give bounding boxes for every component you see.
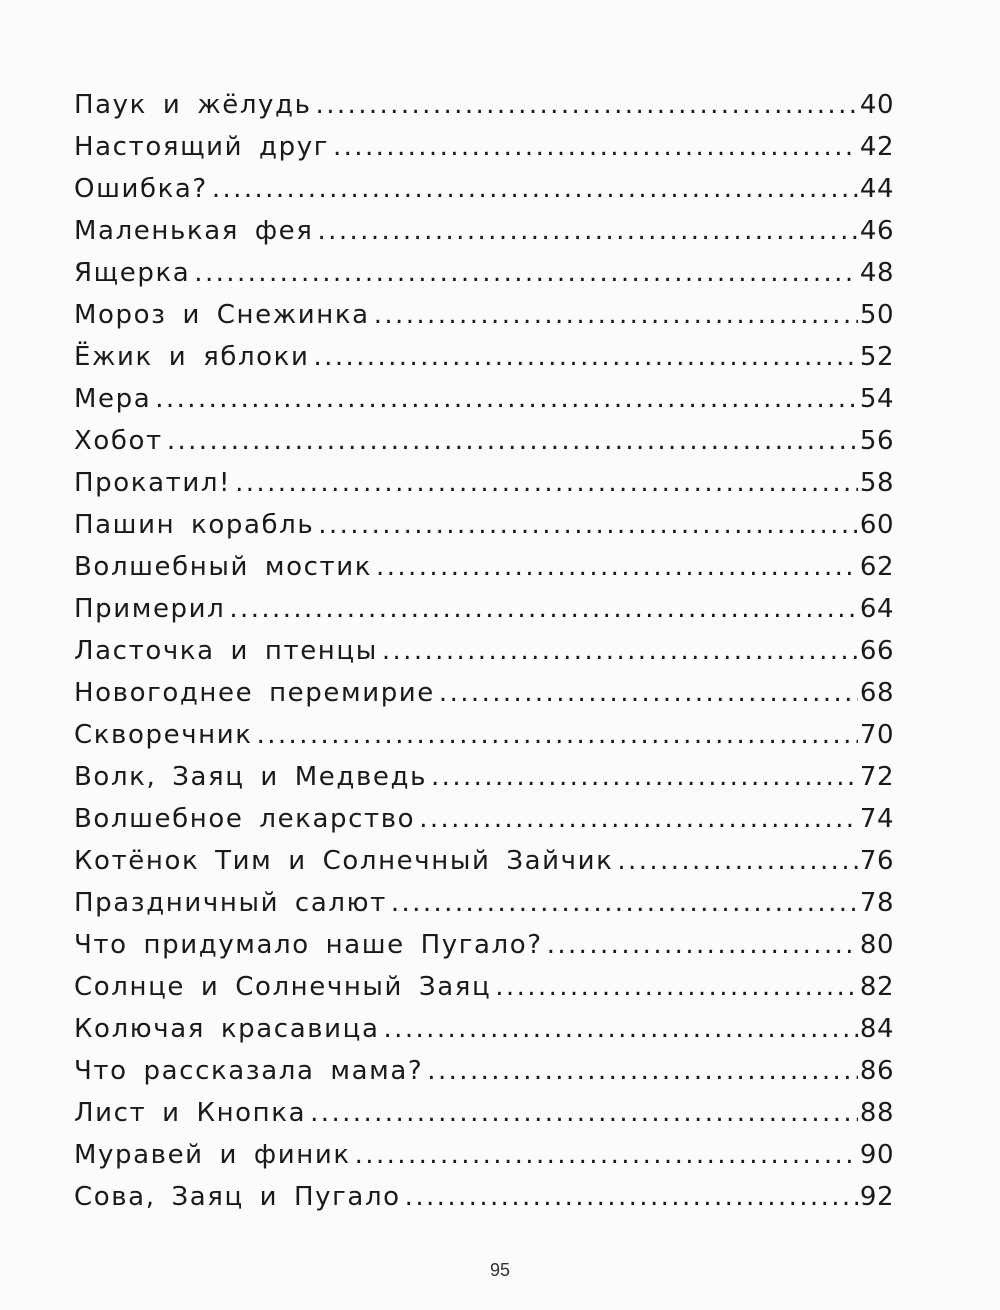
toc-leader-dots	[313, 336, 857, 378]
toc-entry[interactable]	[74, 966, 894, 1008]
toc-leader-dots	[310, 1092, 858, 1134]
toc-leader-dots	[427, 1050, 858, 1092]
toc-entry[interactable]	[74, 462, 894, 504]
toc-entry-title: Ласточка и птенцы	[74, 636, 378, 666]
toc-leader-dots	[194, 252, 858, 294]
toc-entry-page: 56	[859, 426, 894, 456]
toc-entry-title: Прокатил!	[74, 468, 232, 498]
toc-entry[interactable]	[74, 1092, 894, 1134]
toc-entry-page: 46	[859, 216, 894, 246]
toc-leader-dots	[229, 588, 858, 630]
toc-entry-page: 88	[859, 1098, 894, 1128]
toc-leader-dots	[547, 924, 858, 966]
toc-leader-dots	[405, 1176, 858, 1218]
toc-entry-page: 78	[859, 888, 894, 918]
toc-entry-title: Лист и Кнопка	[74, 1098, 307, 1128]
toc-entry-title: Скворечник	[74, 720, 253, 750]
toc-entry[interactable]	[74, 1050, 894, 1092]
toc-entry[interactable]	[74, 378, 894, 420]
toc-entry-page: 90	[859, 1140, 894, 1170]
toc-entry[interactable]	[74, 252, 894, 294]
toc-entry-title: Пашин корабль	[74, 510, 315, 540]
toc-entry-page: 92	[859, 1182, 894, 1212]
toc-entry-title: Котёнок Тим и Солнечный Зайчик	[74, 846, 614, 876]
toc-entry-title: Волшебный мостик	[74, 552, 373, 582]
toc-entry[interactable]	[74, 1176, 894, 1218]
toc-entry-title: Муравей и финик	[74, 1140, 351, 1170]
toc-leader-dots	[382, 630, 858, 672]
toc-leader-dots	[235, 462, 858, 504]
toc-entry-page: 40	[859, 90, 894, 120]
toc-leader-dots	[318, 504, 858, 546]
toc-entry-page: 54	[859, 384, 894, 414]
toc-entry[interactable]	[74, 168, 894, 210]
toc-entry-page: 86	[859, 1056, 894, 1086]
toc-entry-title: Маленькая фея	[74, 216, 314, 246]
toc-entry-title: Что придумало наше Пугало?	[74, 930, 543, 960]
toc-entry[interactable]	[74, 84, 894, 126]
toc-entry-page: 52	[859, 342, 894, 372]
toc-entry-title: Паук и жёлудь	[74, 90, 312, 120]
toc-entry[interactable]	[74, 420, 894, 462]
toc-entry-title: Настоящий друг	[74, 132, 329, 162]
toc-leader-dots	[439, 672, 858, 714]
toc-entry-page: 70	[859, 720, 894, 750]
toc-entry[interactable]	[74, 630, 894, 672]
toc-entry-page: 64	[859, 594, 894, 624]
toc-entry-title: Сова, Заяц и Пугало	[74, 1182, 401, 1212]
toc-leader-dots	[374, 294, 858, 336]
table-of-contents	[74, 84, 894, 1218]
toc-entry[interactable]	[74, 126, 894, 168]
toc-entry-page: 48	[859, 258, 894, 288]
toc-leader-dots	[431, 756, 858, 798]
toc-entry-page: 58	[859, 468, 894, 498]
toc-entry-title: Волшебное лекарство	[74, 804, 416, 834]
toc-entry-page: 72	[859, 762, 894, 792]
toc-entry-title: Ящерка	[74, 258, 191, 288]
toc-entry[interactable]	[74, 210, 894, 252]
toc-leader-dots	[167, 420, 858, 462]
toc-leader-dots	[212, 168, 858, 210]
toc-entry-page: 50	[859, 300, 894, 330]
toc-entry-page: 60	[859, 510, 894, 540]
toc-entry[interactable]	[74, 840, 894, 882]
toc-entry-title: Ошибка?	[74, 174, 208, 204]
toc-entry-title: Волк, Заяц и Медведь	[74, 762, 427, 792]
toc-entry[interactable]	[74, 714, 894, 756]
toc-entry-title: Солнце и Солнечный Заяц	[74, 972, 492, 1002]
toc-leader-dots	[391, 882, 858, 924]
toc-entry-title: Хобот	[74, 426, 163, 456]
toc-leader-dots	[355, 1134, 858, 1176]
toc-entry-page: 84	[859, 1014, 894, 1044]
page-number: 95	[489, 1260, 511, 1280]
toc-entry-title: Праздничный салют	[74, 888, 387, 918]
toc-entry-title: Ёжик и яблоки	[74, 342, 310, 372]
toc-leader-dots	[257, 714, 858, 756]
toc-entry[interactable]	[74, 924, 894, 966]
toc-entry[interactable]	[74, 504, 894, 546]
toc-leader-dots	[419, 798, 858, 840]
toc-entry-page: 68	[859, 678, 894, 708]
toc-entry-title: Что рассказала мама?	[74, 1056, 424, 1086]
toc-entry[interactable]	[74, 588, 894, 630]
toc-leader-dots	[318, 210, 858, 252]
toc-entry[interactable]	[74, 798, 894, 840]
toc-leader-dots	[316, 84, 858, 126]
toc-entry-page: 74	[859, 804, 894, 834]
toc-leader-dots	[495, 966, 858, 1008]
toc-entry-page: 66	[859, 636, 894, 666]
toc-entry[interactable]	[74, 1134, 894, 1176]
toc-entry-page: 76	[859, 846, 894, 876]
toc-entry-page: 44	[859, 174, 894, 204]
toc-entry[interactable]	[74, 672, 894, 714]
toc-entry[interactable]	[74, 756, 894, 798]
toc-leader-dots	[155, 378, 858, 420]
toc-entry[interactable]	[74, 1008, 894, 1050]
toc-leader-dots	[384, 1008, 858, 1050]
toc-entry-page: 82	[859, 972, 894, 1002]
toc-entry-title: Мороз и Снежинка	[74, 300, 370, 330]
toc-leader-dots	[376, 546, 858, 588]
toc-entry[interactable]	[74, 294, 894, 336]
toc-entry-title: Примерил	[74, 594, 226, 624]
toc-entry[interactable]	[74, 546, 894, 588]
toc-entry-title: Колючая красавица	[74, 1014, 380, 1044]
toc-leader-dots	[333, 126, 858, 168]
toc-entry-page: 80	[859, 930, 894, 960]
toc-entry-title: Новогоднее перемирие	[74, 678, 435, 708]
toc-leader-dots	[617, 840, 858, 882]
toc-entry[interactable]	[74, 882, 894, 924]
toc-entry-page: 62	[859, 552, 894, 582]
toc-entry-title: Мера	[74, 384, 152, 414]
toc-entry[interactable]	[74, 336, 894, 378]
toc-entry-page: 42	[859, 132, 894, 162]
